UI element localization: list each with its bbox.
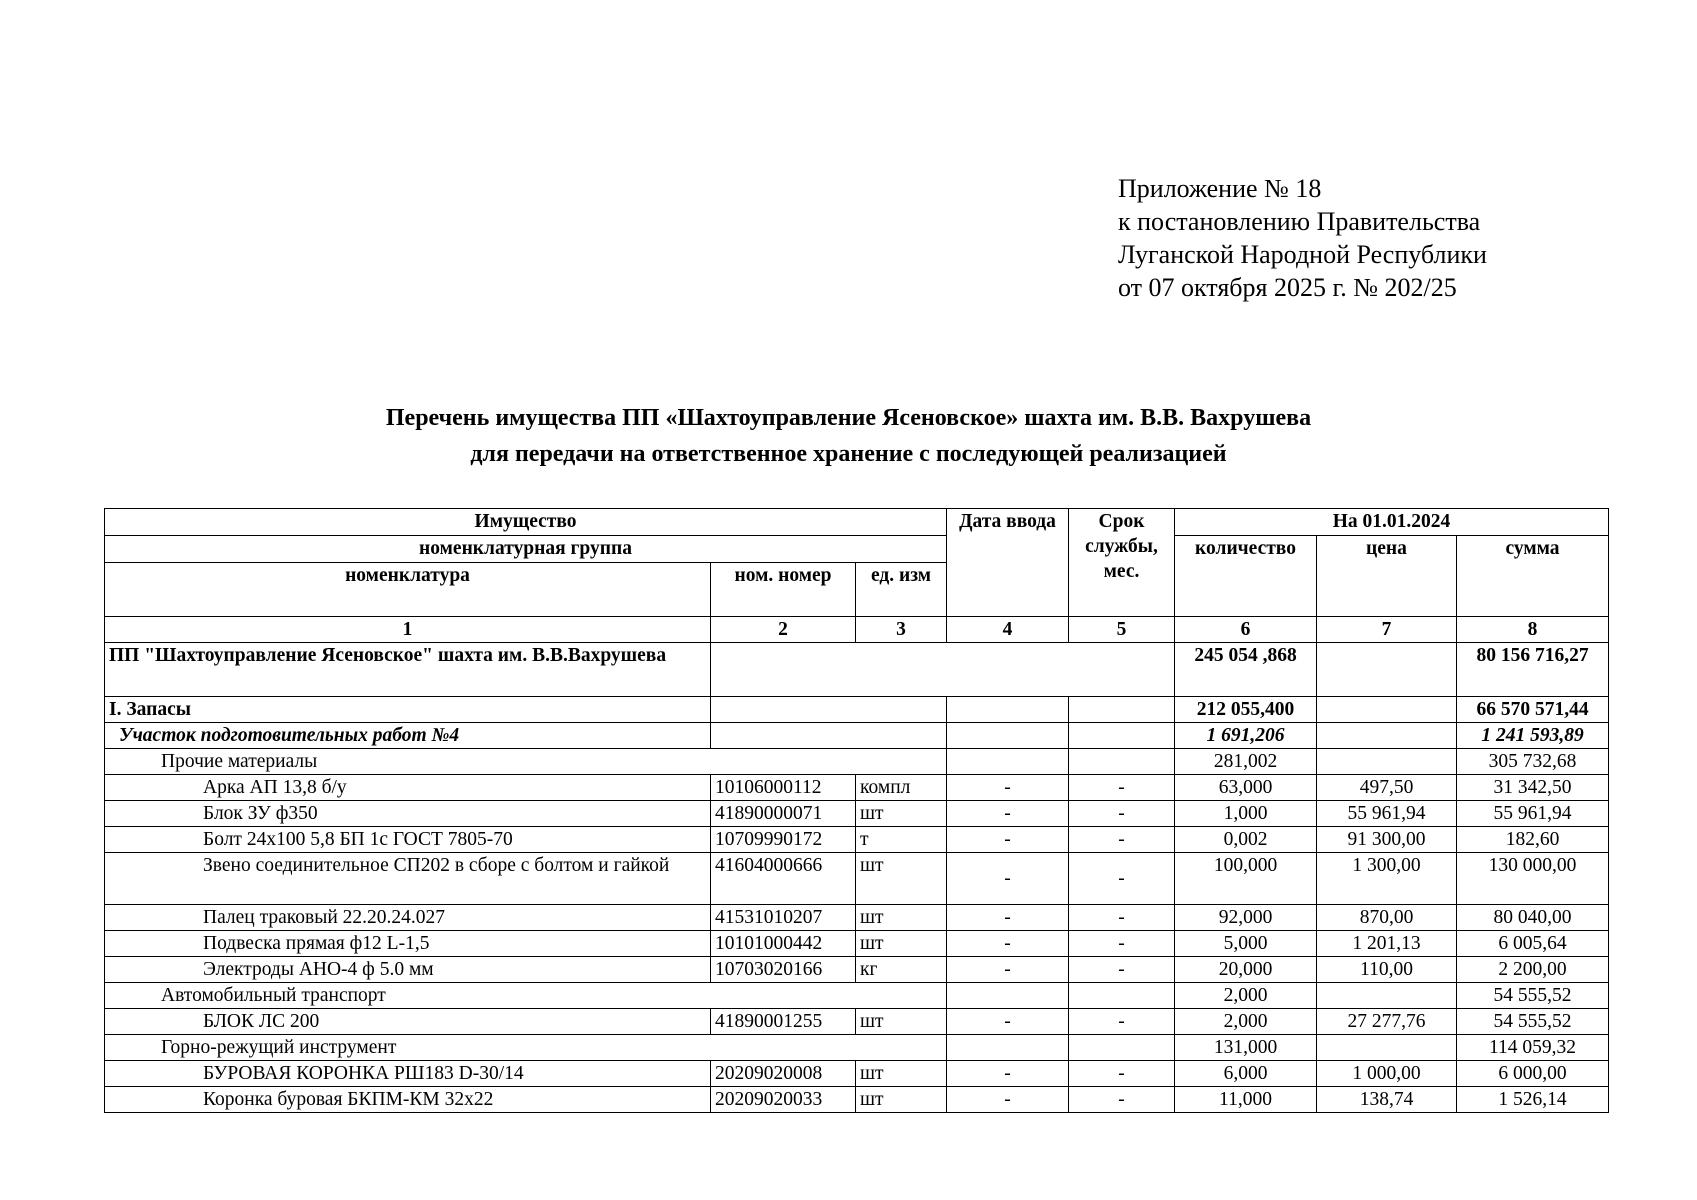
header-unit: ед. изм (856, 563, 947, 617)
document-title (0, 400, 1697, 472)
item-unit: шт (856, 1009, 947, 1035)
item-price: 27 277,76 (1317, 1009, 1457, 1035)
table-row (105, 1061, 1609, 1087)
item-date: - (947, 931, 1069, 957)
table-row (105, 957, 1609, 983)
appendix-number: Приложение № 18 (1118, 174, 1322, 203)
item-quantity: 1,000 (1175, 801, 1317, 827)
item-price: 55 961,94 (1317, 801, 1457, 827)
enterprise-row (105, 643, 1609, 697)
header-sum: сумма (1457, 536, 1609, 617)
item-name: БЛОК ЛС 200 (105, 1009, 711, 1035)
item-life: - (1069, 957, 1175, 983)
item-unit: компл (856, 775, 947, 801)
table-row (105, 853, 1609, 905)
item-number: 10106000112 (711, 775, 856, 801)
item-price: 91 300,00 (1317, 827, 1457, 853)
group-quantity: 131,000 (1175, 1035, 1317, 1061)
item-number: 10709990172 (711, 827, 856, 853)
item-unit: шт (856, 931, 947, 957)
subsection-sum: 1 241 593,89 (1457, 723, 1609, 749)
item-quantity: 63,000 (1175, 775, 1317, 801)
item-name: Арка АП 13,8 б/у (105, 775, 711, 801)
item-quantity: 20,000 (1175, 957, 1317, 983)
column-number: 6 (1175, 617, 1317, 643)
item-quantity: 6,000 (1175, 1061, 1317, 1087)
item-unit: шт (856, 1061, 947, 1087)
header-as-of: На 01.01.2024 (1175, 509, 1609, 536)
group-quantity: 281,002 (1175, 749, 1317, 775)
item-sum: 182,60 (1457, 827, 1609, 853)
table-row (105, 905, 1609, 931)
table-row (105, 931, 1609, 957)
item-number: 41531010207 (711, 905, 856, 931)
section-sum: 66 570 571,44 (1457, 697, 1609, 723)
item-life: - (1069, 775, 1175, 801)
item-unit: шт (856, 801, 947, 827)
item-date: - (947, 801, 1069, 827)
header-row-1 (105, 509, 1609, 536)
enterprise-name: ПП "Шахтоуправление Ясеновское" шахта им. В.В.Вахрушева (105, 643, 711, 697)
item-price: 497,50 (1317, 775, 1457, 801)
column-number: 1 (105, 617, 711, 643)
item-date: - (947, 957, 1069, 983)
item-name: Электроды АНО-4 ф 5.0 мм (105, 957, 711, 983)
item-life: - (1069, 1087, 1175, 1113)
item-life: - (1069, 931, 1175, 957)
item-price: 1 000,00 (1317, 1061, 1457, 1087)
column-number: 3 (856, 617, 947, 643)
item-sum: 55 961,94 (1457, 801, 1609, 827)
item-quantity: 5,000 (1175, 931, 1317, 957)
appendix-header (1118, 172, 1487, 304)
item-price: 110,00 (1317, 957, 1457, 983)
item-sum: 54 555,52 (1457, 1009, 1609, 1035)
item-name: Болт 24х100 5,8 БП 1с ГОСТ 7805-70 (105, 827, 711, 853)
item-date: - (947, 775, 1069, 801)
header-nomenclature-group: номенклатурная группа (105, 536, 947, 563)
item-life: - (1069, 905, 1175, 931)
item-price: 1 300,00 (1317, 853, 1457, 905)
appendix-republic: Луганской Народной Республики (1118, 240, 1487, 269)
header-price: цена (1317, 536, 1457, 617)
subsection-name: Участок подготовительных работ №4 (105, 723, 711, 749)
item-sum: 1 526,14 (1457, 1087, 1609, 1113)
header-property: Имущество (105, 509, 947, 536)
table-row (105, 827, 1609, 853)
item-unit: кг (856, 957, 947, 983)
item-life: - (1069, 853, 1175, 905)
item-sum: 80 040,00 (1457, 905, 1609, 931)
item-date: - (947, 1009, 1069, 1035)
group-quantity: 2,000 (1175, 983, 1317, 1009)
item-price: 138,74 (1317, 1087, 1457, 1113)
item-number: 41890001255 (711, 1009, 856, 1035)
item-quantity: 100,000 (1175, 853, 1317, 905)
header-row-2 (105, 536, 1609, 563)
subsection-row (105, 723, 1609, 749)
header-quantity: количество (1175, 536, 1317, 617)
group-sum: 305 732,68 (1457, 749, 1609, 775)
section-quantity: 212 055,400 (1175, 697, 1317, 723)
item-number: 20209020008 (711, 1061, 856, 1087)
item-date: - (947, 853, 1069, 905)
property-table (104, 508, 1609, 1113)
column-numbers-row (105, 617, 1609, 643)
item-name: Подвеска прямая ф12 L-1,5 (105, 931, 711, 957)
subsection-quantity: 1 691,206 (1175, 723, 1317, 749)
group-sum: 114 059,32 (1457, 1035, 1609, 1061)
table-row (105, 1009, 1609, 1035)
item-quantity: 2,000 (1175, 1009, 1317, 1035)
item-number: 10101000442 (711, 931, 856, 957)
column-number: 7 (1317, 617, 1457, 643)
table-row (105, 775, 1609, 801)
group-name: Прочие материалы (105, 749, 947, 775)
item-date: - (947, 1061, 1069, 1087)
item-life: - (1069, 801, 1175, 827)
item-unit: шт (856, 853, 947, 905)
item-name: БУРОВАЯ КОРОНКА РШ183 D-30/14 (105, 1061, 711, 1087)
item-sum: 2 200,00 (1457, 957, 1609, 983)
item-sum: 6 005,64 (1457, 931, 1609, 957)
item-sum: 31 342,50 (1457, 775, 1609, 801)
column-number: 2 (711, 617, 856, 643)
item-unit: т (856, 827, 947, 853)
item-name: Блок ЗУ ф350 (105, 801, 711, 827)
enterprise-sum: 80 156 716,27 (1457, 643, 1609, 697)
column-number: 8 (1457, 617, 1609, 643)
header-item-number: ном. номер (711, 563, 856, 617)
item-price: 1 201,13 (1317, 931, 1457, 957)
title-line-2: для передачи на ответственное хранение с последующей реализацией (470, 441, 1227, 467)
item-number: 10703020166 (711, 957, 856, 983)
header-nomenclature: номенклатура (105, 563, 711, 617)
item-date: - (947, 905, 1069, 931)
item-quantity: 92,000 (1175, 905, 1317, 931)
item-number: 20209020033 (711, 1087, 856, 1113)
item-life: - (1069, 1009, 1175, 1035)
group-name: Автомобильный транспорт (105, 983, 947, 1009)
column-number: 4 (947, 617, 1069, 643)
group-row-other (105, 749, 1609, 775)
item-name: Звено соединительное СП202 в сборе с болтом и гайкой (105, 853, 711, 905)
item-quantity: 11,000 (1175, 1087, 1317, 1113)
item-unit: шт (856, 905, 947, 931)
item-number: 41604000666 (711, 853, 856, 905)
appendix-resolution: к постановлению Правительства (1118, 207, 1481, 236)
item-sum: 6 000,00 (1457, 1061, 1609, 1087)
section-name: I. Запасы (105, 697, 711, 723)
table-row (105, 801, 1609, 827)
appendix-date: от 07 октября 2025 г. № 202/25 (1118, 273, 1457, 302)
item-price: 870,00 (1317, 905, 1457, 931)
group-row-auto (105, 983, 1609, 1009)
item-life: - (1069, 1061, 1175, 1087)
group-sum: 54 555,52 (1457, 983, 1609, 1009)
title-line-1: Перечень имущества ПП «Шахтоуправление Ясеновское» шахта им. В.В. Вахрушева (385, 405, 1312, 431)
item-name: Палец траковый 22.20.24.027 (105, 905, 711, 931)
item-date: - (947, 827, 1069, 853)
enterprise-quantity: 245 054 ,868 (1175, 643, 1317, 697)
item-life: - (1069, 827, 1175, 853)
header-service-life: Срок службы, мес. (1069, 509, 1175, 617)
item-sum: 130 000,00 (1457, 853, 1609, 905)
item-number: 41890000071 (711, 801, 856, 827)
item-name: Коронка буровая БКПМ-КМ 32х22 (105, 1087, 711, 1113)
section-row (105, 697, 1609, 723)
header-commission-date: Дата ввода (947, 509, 1069, 617)
table-row (105, 1087, 1609, 1113)
group-row-tools (105, 1035, 1609, 1061)
item-date: - (947, 1087, 1069, 1113)
group-name: Горно-режущий инструмент (105, 1035, 947, 1061)
item-quantity: 0,002 (1175, 827, 1317, 853)
column-number: 5 (1069, 617, 1175, 643)
item-unit: шт (856, 1087, 947, 1113)
